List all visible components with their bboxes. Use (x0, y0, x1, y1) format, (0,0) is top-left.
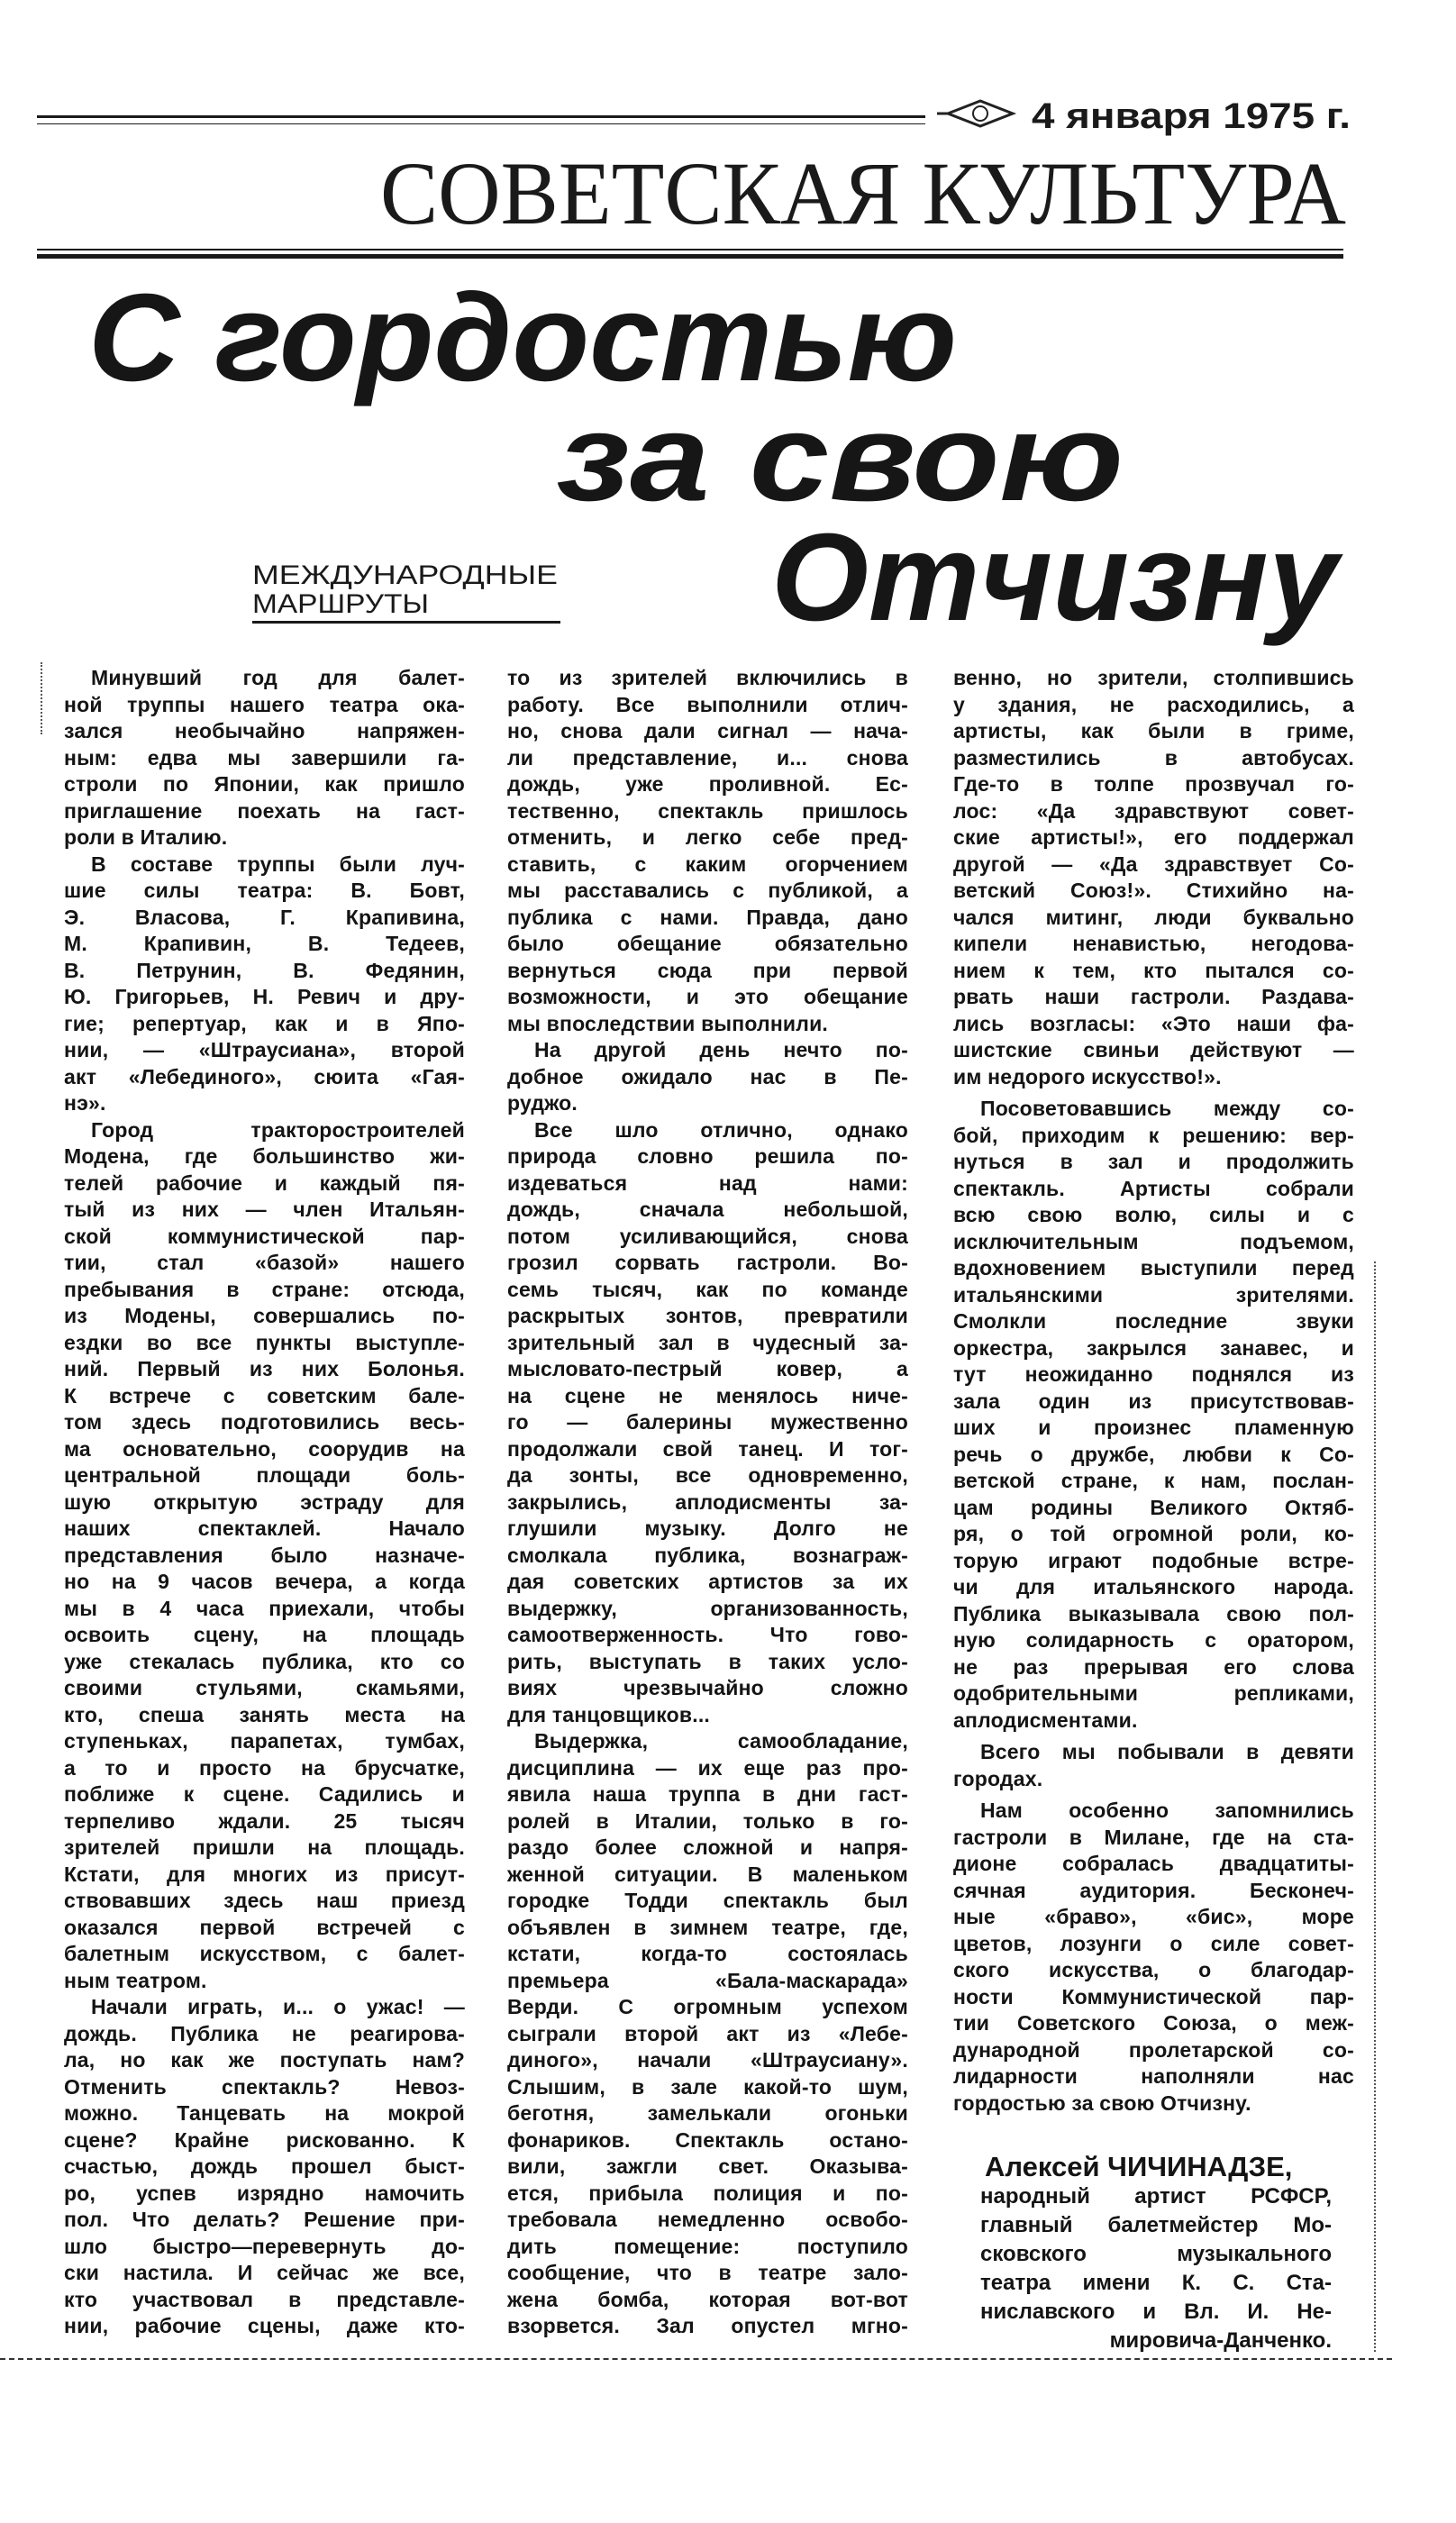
text-line: Город тракторостроителей (91, 1117, 465, 1142)
text-line: работу. Все выполнили отлич- (507, 692, 908, 716)
text-line: К встрече с советским бале- (64, 1383, 465, 1407)
text-line: мысловато-пестрый ковер, а (507, 1357, 908, 1380)
text-line: Публика выказывала свою пол- (953, 1601, 1354, 1626)
text-line: строли по Японии, как пришло (64, 772, 465, 796)
text-line: ской коммунистической пар- (64, 1224, 465, 1248)
text-line: зала один из присутствовав- (953, 1389, 1354, 1413)
text-line: другой — «Да здравствует Со- (953, 852, 1354, 876)
text-line: потом усиливающийся, снова (507, 1224, 908, 1248)
paragraph (953, 665, 1354, 1090)
text-line: лос: «Да здравствуют совет- (953, 798, 1354, 823)
text-line: гие; репертуар, как и в Япо- (64, 1011, 465, 1035)
text-line: глушили музыку. Долго не (507, 1517, 908, 1540)
text-line: раскрытых зонтов, превратили (507, 1304, 908, 1327)
text-line: на сцене не менялось ниче- (507, 1383, 908, 1407)
clipping-border-left (41, 662, 42, 734)
text-line: зался необычайно напряжен- (64, 719, 465, 742)
headline-line-2: за свою (557, 388, 1124, 527)
text-line: В. Петрунин, В. Федянин, (64, 958, 465, 982)
text-line: уже стекалась публика, кто со (64, 1649, 465, 1673)
text-line: Посоветовавшись между со- (980, 1097, 1354, 1120)
text-line: Минувший год для балет- (91, 666, 465, 689)
paragraph (953, 1096, 1354, 1734)
text-line: речь о дружбе, любви к Со- (953, 1442, 1354, 1466)
text-line: ветской стране, к нам, послан- (953, 1469, 1354, 1492)
text-line: тии, стал «базой» нашего (64, 1251, 465, 1274)
text-line: возможности, и это обещание (507, 985, 908, 1008)
text-line: публика с нами. Правда, дано (507, 905, 908, 929)
text-line: но, снова дали сигнал — нача- (507, 719, 908, 742)
text-line: продолжали свой танец. И тог- (507, 1436, 908, 1461)
text-line: акт «Лебединого», сюита «Гая- (64, 1064, 465, 1088)
text-line: ности Коммунистической пар- (953, 1984, 1354, 2008)
text-line: диного», начали «Штраусиану». (507, 2048, 908, 2072)
headline-line-1: С гордостью (88, 269, 957, 407)
text-line: ма основательно, соорудив на (64, 1436, 465, 1461)
text-line: освоить сцену, на площадь (64, 1623, 465, 1646)
text-line: нии, рабочие сцены, даже кто- (64, 2314, 465, 2337)
text-line: бой, приходим к решению: вер- (953, 1123, 1354, 1147)
text-line: ний. Первый из них Болонья. (64, 1357, 465, 1380)
text-line: дождь. Публика не реагирова- (64, 2021, 465, 2045)
text-line: лидарности наполняли нас (953, 2064, 1354, 2088)
text-line: ездки во все пункты выступле- (64, 1330, 465, 1354)
text-line: ро, успев изрядно намочить (64, 2181, 465, 2205)
text-line: ли представление, и... снова (507, 745, 908, 770)
text-line: выдержку, организованность, (507, 1596, 908, 1620)
text-line: а то и просто на брусчатке, (64, 1755, 465, 1780)
text-line: Все шло отлично, однако (534, 1117, 908, 1142)
text-line: телей рабочие и каждый пя- (64, 1170, 465, 1195)
text-line: шую открытую эстраду для (64, 1489, 465, 1514)
text-line: кипели ненавистью, негодова- (953, 932, 1354, 955)
text-line: гастроли в Милане, где на ста- (953, 1825, 1354, 1849)
text-line: тут неожиданно поднялся из (953, 1362, 1354, 1386)
text-line: Где-то в толпе прозвучал го- (953, 772, 1354, 796)
text-line: спектакль. Артисты собрали (953, 1176, 1354, 1200)
text-line: ной труппы нашего театра ока- (64, 692, 465, 716)
text-line: балетным искусством, с балет- (64, 1942, 465, 1965)
text-line: мы расставались с публикой, а (507, 879, 908, 902)
text-line: не раз прерывая его слова (953, 1654, 1354, 1679)
text-line: нуться в зал и продолжить (953, 1150, 1354, 1173)
text-line: сцене? Крайне рискованно. К (64, 2127, 465, 2152)
text-line: ную солидарность с оратором, (953, 1628, 1354, 1652)
text-line: Нам особенно запомнились (980, 1799, 1354, 1822)
author-credential-line: сковского музыкального (980, 2242, 1332, 2266)
text-line: самоотверженность. Что гово- (507, 1623, 908, 1646)
text-line: цветов, лозунги о силе совет- (953, 1931, 1354, 1955)
paragraph (64, 665, 465, 852)
text-line: мы впоследствии выполнили. (507, 1011, 829, 1035)
text-line: нии, — «Штраусиана», второй (64, 1038, 465, 1061)
text-line: торую играют подобные встре- (953, 1548, 1354, 1572)
text-line: На другой день нечто по- (534, 1038, 908, 1061)
paragraph (64, 852, 465, 1117)
text-line: смолкала публика, вознаграж- (507, 1543, 908, 1567)
text-line: своими стульями, скамьями, (64, 1676, 465, 1699)
text-line: мы в 4 часа приехали, чтобы (64, 1596, 465, 1620)
text-line: тественно, спектакль пришлось (507, 798, 908, 823)
text-line: Кстати, для многих из присут- (64, 1862, 465, 1886)
author-signature (980, 2152, 1332, 2355)
text-line: ские артисты!», его поддержал (953, 825, 1354, 849)
text-line: жена бомба, которая вот-вот (507, 2287, 908, 2311)
text-line: виях чрезвычайно сложно (507, 1676, 908, 1699)
text-line: сыграли второй акт из «Лебе- (507, 2021, 908, 2045)
text-line: беготня, замелькали огоньки (507, 2101, 908, 2125)
article-column-3 (953, 665, 1354, 2117)
author-credential-line: театра имени К. С. Ста- (980, 2271, 1332, 2295)
text-line: представления было назначе- (64, 1543, 465, 1567)
text-line: тии Советского Союза, о меж- (953, 2011, 1354, 2035)
text-line: цам родины Великого Октяб- (953, 1495, 1354, 1519)
issue-date: 4 января 1975 г. (1032, 96, 1351, 136)
text-line: итальянскими зрителями. (953, 1282, 1354, 1307)
rubric-line-1: МЕЖДУНАРОДНЫЕ (252, 560, 558, 590)
text-line: руджо. (507, 1091, 578, 1115)
paragraph (507, 665, 908, 1037)
text-line: закрылись, аплодисменты за- (507, 1489, 908, 1514)
text-line: Модена, где большинство жи- (64, 1144, 465, 1168)
text-line: ших и произнес пламенную (953, 1416, 1354, 1439)
text-line: да зонты, все одновременно, (507, 1463, 908, 1487)
text-line: всю свою волю, силы и с (953, 1203, 1354, 1226)
text-line: раздо более сложной и напря- (507, 1835, 908, 1859)
rubric-underline (252, 621, 560, 624)
text-line: Смолкли последние звуки (953, 1309, 1354, 1333)
text-line: Всего мы побывали в девяти (980, 1740, 1354, 1763)
text-line: явила наша труппа в дни гаст- (507, 1782, 908, 1806)
text-line: городах. (953, 1766, 1043, 1790)
text-line: Начали играть, и... о ужас! — (91, 1995, 465, 2018)
text-line: ным театром. (64, 1968, 207, 1992)
text-line: приглашение поехать на гаст- (64, 798, 465, 823)
text-line: природа словно решила по- (507, 1144, 908, 1168)
text-line: пребывания в стране: отсюда, (64, 1277, 465, 1301)
text-line: кстати, когда-то состоялась (507, 1942, 908, 1965)
text-line: шие силы театра: В. Бовт, (64, 879, 465, 902)
text-line: городке Тодди спектакль был (507, 1889, 908, 1912)
text-line: шло быстро—перевернуть до- (64, 2234, 465, 2258)
text-line: дионе собралась двадцатиты- (953, 1852, 1354, 1875)
text-line: объявлен в зимнем театре, где, (507, 1915, 908, 1939)
text-line: из Модены, совершались по- (64, 1304, 465, 1327)
text-line: нэ». (64, 1091, 106, 1115)
masthead-rule-thick (37, 254, 1343, 259)
text-line: исключительным подъемом, (953, 1229, 1354, 1253)
text-line: сячная аудитория. Бесконеч- (953, 1878, 1354, 1902)
text-line: можно. Танцевать на мокрой (64, 2101, 465, 2125)
text-line: семь тысяч, как по команде (507, 1277, 908, 1301)
text-line: Слышим, в зале какой-то шум, (507, 2074, 908, 2099)
text-line: аплодисментами. (953, 1708, 1138, 1732)
text-line: ски настила. И сейчас же все, (64, 2261, 465, 2284)
text-line: ветский Союз!». Стихийно на- (953, 879, 1354, 902)
text-line: ролей в Италии, только в го- (507, 1808, 908, 1833)
article-column-2 (507, 665, 908, 2340)
masthead-rule-thin (37, 249, 1343, 250)
text-line: ные «браво», «бис», море (953, 1905, 1354, 1928)
text-line: том здесь подготовились весь- (64, 1410, 465, 1434)
text-line: Отменить спектакль? Невоз- (64, 2074, 465, 2099)
text-line: счастью, дождь прошел быст- (64, 2154, 465, 2178)
text-line: дисциплина — их еще раз про- (507, 1755, 908, 1780)
text-line: но на 9 часов вечера, а когда (64, 1570, 465, 1593)
text-line: гордостью за свою Отчизну. (953, 2090, 1251, 2115)
clipping-border-right (1374, 1262, 1376, 2352)
text-line: дая советских артистов за их (507, 1570, 908, 1593)
text-line: ным: едва мы завершили га- (64, 745, 465, 770)
text-line: кто, спеша занять места на (64, 1702, 465, 1726)
text-line: Э. Власова, Г. Крапивина, (64, 905, 465, 929)
author-name: Алексей ЧИЧИНАДЗЕ, (985, 2151, 1293, 2182)
text-line: терпеливо ждали. 25 тысяч (64, 1808, 465, 1833)
text-line: было обещание обязательно (507, 932, 908, 955)
text-line: фонариков. Спектакль остано- (507, 2127, 908, 2152)
author-credentials (980, 2182, 1332, 2355)
text-line: лись возгласы: «Это наши фа- (953, 1011, 1354, 1035)
text-line: вили, зажгли свет. Оказыва- (507, 2154, 908, 2178)
author-credential-line: главный балетмейстер Мо- (980, 2213, 1332, 2237)
text-line: разместились в автобусах. (953, 745, 1354, 770)
text-line: сообщение, что в театре зало- (507, 2261, 908, 2284)
text-line: венно, но зрители, столпившись (953, 666, 1354, 689)
text-line: им недорого искусство!». (953, 1064, 1222, 1088)
text-line: Ю. Григорьев, Н. Ревич и дру- (64, 985, 465, 1008)
text-line: роли в Италию. (64, 825, 228, 849)
text-line: рить, выступать в таких усло- (507, 1649, 908, 1673)
author-credential-line: ниславского и Вл. И. Не- (980, 2300, 1332, 2324)
text-line: артисты, как были в гриме, (953, 719, 1354, 742)
text-line: поближе к сцене. Садились и (64, 1782, 465, 1806)
text-line: женной ситуации. В маленьком (507, 1862, 908, 1886)
text-line: взорвется. Зал опустел мгно- (507, 2314, 908, 2337)
paragraph (953, 1739, 1354, 1792)
text-line: чался митинг, люди буквально (953, 905, 1354, 929)
diamond-ornament-icon (937, 101, 1013, 126)
text-line: одобрительными репликами, (953, 1681, 1354, 1705)
paragraph (64, 1117, 465, 1995)
text-line: отменить, и легко себе пред- (507, 825, 908, 849)
text-line: у здания, не расходились, а (953, 692, 1354, 716)
text-line: ется, прибыла полиция и по- (507, 2181, 908, 2205)
text-line: чи для итальянского народа. (953, 1575, 1354, 1599)
text-line: вдохновением выступили перед (953, 1256, 1354, 1280)
rubric-line-2: МАРШРУТЫ (252, 589, 429, 619)
text-line: оркестра, закрылся занавес, и (953, 1335, 1354, 1360)
text-line: издеваться над нами: (507, 1170, 908, 1195)
paragraph (507, 1117, 908, 1729)
text-line: рвать наши гастроли. Раздава- (953, 985, 1354, 1008)
article-column-1 (64, 665, 465, 2340)
text-line: оказался первой встречей с (64, 1915, 465, 1939)
text-line: требовала немедленно освобо- (507, 2208, 908, 2231)
clipping-border-bottom (0, 2358, 1392, 2360)
text-line: В составе труппы были луч- (91, 852, 465, 876)
text-line: грозил сорвать гастроли. Во- (507, 1251, 908, 1274)
text-line: Верди. С огромным успехом (507, 1995, 908, 2018)
headline-line-3: Отчизну (771, 508, 1344, 647)
text-line: то из зрителей включились в (507, 666, 908, 689)
text-line: для танцовщиков... (507, 1702, 711, 1726)
text-line: наших спектаклей. Начало (64, 1517, 465, 1540)
paragraph (507, 1728, 908, 2340)
text-line: ставить, с каким огорчением (507, 852, 908, 876)
text-line: добное ожидало нас в Пе- (507, 1064, 908, 1088)
paragraph (953, 1798, 1354, 2117)
text-line: пол. Что делать? Решение при- (64, 2208, 465, 2231)
author-credential-line: мировича-Данченко. (1109, 2328, 1332, 2353)
text-line: ствовавших здесь наш приезд (64, 1889, 465, 1912)
masthead-and-headline (0, 0, 1456, 649)
text-line: ступеньках, парапетах, тумбах, (64, 1729, 465, 1753)
author-credential-line: народный артист РСФСР, (980, 2184, 1332, 2209)
text-line: шистские свиньи действуют — (953, 1038, 1354, 1061)
text-line: ла, но как же поступать нам? (64, 2048, 465, 2072)
text-line: дождь, уже проливной. Ес- (507, 772, 908, 796)
text-line: центральной площади боль- (64, 1463, 465, 1487)
newspaper-title: СОВЕТСКАЯ КУЛЬТУРА (380, 143, 1346, 243)
text-line: М. Крапивин, В. Тедеев, (64, 932, 465, 955)
paragraph (64, 1994, 465, 2340)
text-line: дождь, сначала небольшой, (507, 1198, 908, 1221)
text-line: Выдержка, самообладание, (534, 1729, 908, 1753)
text-line: го — балерины мужественно (507, 1410, 908, 1434)
text-line: вернуться сюда при первой (507, 958, 908, 982)
text-line: ря, о той огромной роли, ко- (953, 1522, 1354, 1545)
text-line: тый из них — член Итальян- (64, 1198, 465, 1221)
text-line: зрителей пришли на площадь. (64, 1835, 465, 1859)
text-line: ского искусства, о благодар- (953, 1958, 1354, 1981)
text-line: зрительный зал в чудесный за- (507, 1330, 908, 1354)
paragraph (507, 1037, 908, 1117)
text-line: премьера «Бала-маскарада» (507, 1968, 908, 1992)
text-line: кто участвовал в представле- (64, 2287, 465, 2311)
text-line: дить помещение: поступило (507, 2234, 908, 2258)
text-line: дународной пролетарской со- (953, 2037, 1354, 2062)
text-line: нием к тем, кто пытался со- (953, 958, 1354, 982)
